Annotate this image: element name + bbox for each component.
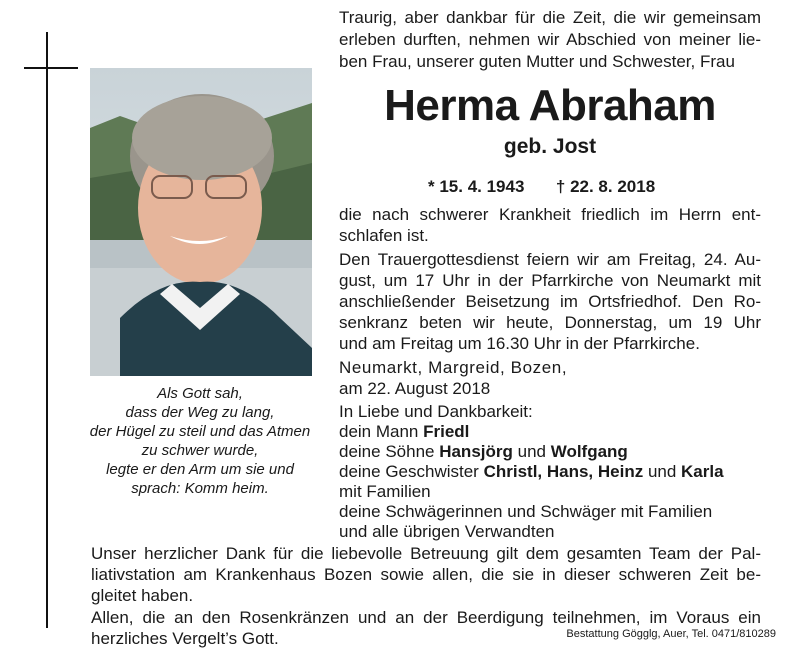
- poem-line: sprach: Komm heim.: [131, 480, 269, 497]
- poem-line: legte er den Arm um sie und: [106, 461, 294, 478]
- mourner-name: Christl, Hans, Heinz: [483, 462, 644, 481]
- mourner-label: und: [512, 442, 551, 461]
- cross-horizontal-bar: [24, 67, 78, 69]
- mourner-sons: [339, 442, 628, 462]
- mourner-label: deine Söhne: [339, 442, 440, 461]
- death-date: † 22. 8. 2018: [555, 177, 656, 196]
- intro-line: Traurig, aber dankbar für die Zeit, die wir gemeinsam: [339, 8, 761, 27]
- service-line: Den Trauergottesdienst feiern wir am Freitag, 24. Au-: [339, 250, 761, 269]
- poem-line: dass der Weg zu lang,: [125, 404, 275, 421]
- poem-line: der Hügel zu steil und das Atmen: [89, 423, 311, 440]
- life-dates: [428, 176, 655, 198]
- thanks-line: liativstation am Krankenhaus Bozen sowie allen, die sie in dieser schweren Zeit be-: [91, 565, 761, 584]
- intro-line: erleben durften, nehmen wir Abschied von meiner lie-: [339, 30, 761, 49]
- mourner-name: Hansjörg: [439, 442, 513, 461]
- place-line: Neumarkt, Margreid, Bozen,: [339, 358, 568, 377]
- passing-line: schlafen ist.: [339, 226, 429, 245]
- service-line: und am Freitag um 16.30 Uhr in der Pfarrkirche.: [339, 334, 700, 353]
- mourner-label: und: [643, 462, 682, 481]
- mourner-name: Karla: [681, 462, 724, 481]
- mourner-label: deine Geschwister: [339, 462, 484, 481]
- service-line: gust, um 17 Uhr in der Pfarrkirche von Neumarkt mit: [339, 271, 761, 290]
- service-line: senkranz beten wir heute, Donnerstag, um 19 Uhr: [339, 313, 761, 332]
- mourner-relatives: und alle übrigen Verwandten: [339, 522, 555, 541]
- service-line: anschließender Beisetzung im Ortsfriedhof. Den Ro-: [339, 292, 761, 311]
- poem-line: zu schwer wurde,: [141, 442, 259, 459]
- closing-line: herzliches Vergelt’s Gott.: [91, 629, 279, 648]
- mourner-siblings: [339, 462, 724, 482]
- thanks-line: Unser herzlicher Dank für die liebevolle Betreuung gilt dem gesamten Team der Pal-: [91, 544, 761, 563]
- portrait-photo: [90, 68, 312, 376]
- cross-vertical-bar: [46, 32, 48, 628]
- mourner-name: Wolfgang: [550, 442, 628, 461]
- date-line: am 22. August 2018: [339, 379, 491, 398]
- poem-line: Als Gott sah,: [157, 385, 243, 402]
- thanks-line: gleitet haben.: [91, 586, 194, 605]
- mourners-intro: In Liebe und Dankbarkeit:: [339, 402, 533, 421]
- birth-date: * 15. 4. 1943: [428, 177, 525, 196]
- mourner-inlaws: deine Schwägerinnen und Schwäger mit Familien: [339, 502, 713, 521]
- intro-line: ben Frau, unserer guten Mutter und Schwester, Frau: [339, 52, 735, 71]
- mourner-label: dein Mann: [339, 422, 424, 441]
- passing-line: die nach schwerer Krankheit friedlich im Herrn ent-: [339, 205, 761, 224]
- birth-name: geb. Jost: [503, 135, 597, 158]
- portrait-illustration: [90, 68, 312, 376]
- deceased-name: Herma Abraham: [384, 81, 716, 130]
- mourner-husband: [339, 422, 469, 442]
- closing-line: Allen, die an den Rosenkränzen und an der Beerdigung teilnehmen, im Voraus ein: [91, 608, 761, 627]
- poem: [70, 384, 330, 498]
- mourner-name: Friedl: [423, 422, 470, 441]
- mourner-families: mit Familien: [339, 482, 431, 501]
- funeral-home-footer: Bestattung Gögglg, Auer, Tel. 0471/810289: [566, 628, 776, 640]
